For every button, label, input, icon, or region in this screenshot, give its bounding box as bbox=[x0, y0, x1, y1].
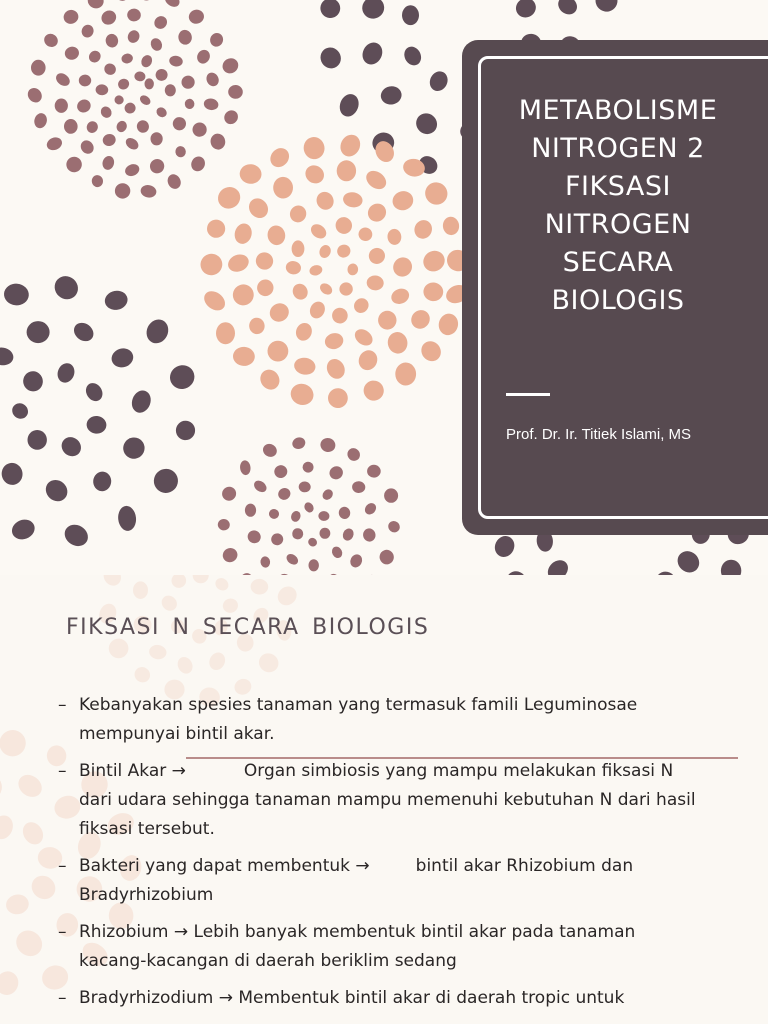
decorative-dot bbox=[359, 39, 386, 68]
decorative-dot bbox=[220, 546, 240, 565]
decorative-dot bbox=[302, 135, 327, 161]
decorative-dot bbox=[143, 316, 173, 347]
bullet-text: Lebih banyak membentuk bintil akar pada tanaman kacang-kacangan di daerah beriklim sedang bbox=[79, 922, 636, 971]
bullet-marker: – bbox=[58, 856, 67, 876]
decorative-dot bbox=[313, 189, 336, 213]
decorative-dot bbox=[308, 264, 323, 277]
decorative-dot bbox=[390, 189, 415, 213]
decorative-dot bbox=[63, 154, 84, 175]
decorative-dot bbox=[189, 154, 208, 173]
decorative-dot bbox=[232, 222, 254, 246]
decorative-dot bbox=[245, 528, 263, 546]
decorative-dot bbox=[99, 8, 119, 28]
decorative-dot bbox=[318, 281, 335, 297]
decorative-dot bbox=[412, 218, 435, 242]
decorative-dot bbox=[138, 93, 152, 107]
decorative-dot bbox=[364, 200, 390, 226]
decorative-dot bbox=[168, 55, 183, 68]
decorative-dot bbox=[366, 245, 388, 267]
title-line: BIOLOGIS bbox=[551, 285, 685, 316]
decorative-dot bbox=[239, 460, 251, 476]
decorative-dot bbox=[363, 501, 379, 517]
decorative-dot bbox=[9, 400, 31, 422]
decorative-dot bbox=[101, 155, 116, 171]
decorative-dot bbox=[200, 287, 228, 314]
decorative-dot bbox=[591, 0, 621, 16]
title-divider bbox=[506, 393, 550, 396]
decorative-dot bbox=[0, 461, 24, 487]
decorative-dot bbox=[293, 356, 317, 376]
decorative-dot bbox=[273, 464, 289, 480]
decorative-dot bbox=[45, 135, 64, 152]
title-line: SECARA bbox=[562, 247, 674, 278]
decorative-dot bbox=[112, 180, 134, 202]
decorative-dot bbox=[31, 60, 46, 76]
decorative-dot bbox=[302, 162, 328, 187]
decorative-dot bbox=[148, 644, 168, 661]
decorative-dot bbox=[213, 575, 231, 593]
decorative-dot bbox=[109, 346, 135, 370]
decorative-dot bbox=[352, 326, 376, 349]
content-slide bbox=[0, 575, 768, 1024]
decorative-dot bbox=[245, 195, 272, 222]
bullet-text: Membentuk bintil akar di daerah tropic untuk bbox=[238, 988, 625, 1008]
decorative-dot bbox=[337, 91, 362, 119]
decorative-dot bbox=[379, 84, 403, 106]
decorative-dot bbox=[390, 254, 416, 280]
decorative-dot bbox=[127, 8, 142, 22]
decorative-dot bbox=[250, 578, 269, 595]
decorative-dot bbox=[204, 217, 228, 241]
decorative-dot bbox=[318, 243, 333, 259]
decorative-dot bbox=[80, 23, 96, 39]
decorative-dot bbox=[27, 871, 60, 904]
decorative-dot bbox=[239, 163, 262, 184]
decorative-dot bbox=[352, 481, 366, 494]
decorative-dot bbox=[102, 61, 118, 77]
decorative-dot bbox=[291, 527, 305, 541]
decorative-dot bbox=[126, 28, 142, 45]
slide-heading: FIKSASI N SECARA BIOLOGIS bbox=[66, 615, 430, 640]
decorative-dot bbox=[330, 545, 344, 560]
title-line: NITROGEN bbox=[544, 209, 692, 240]
decorative-dot bbox=[308, 221, 329, 241]
decorative-dot bbox=[324, 356, 349, 382]
decorative-dot bbox=[147, 156, 167, 176]
decorative-dot bbox=[149, 36, 165, 52]
decorative-dot bbox=[70, 319, 97, 345]
decorative-dot bbox=[61, 521, 92, 551]
decorative-dot bbox=[290, 281, 310, 302]
decorative-dot bbox=[334, 215, 354, 236]
bullet-marker: – bbox=[58, 761, 67, 781]
decorative-dot bbox=[195, 48, 212, 66]
decorative-dot bbox=[255, 650, 282, 676]
decorative-dot bbox=[293, 321, 314, 343]
decorative-dot bbox=[116, 77, 131, 92]
decorative-dot bbox=[0, 346, 15, 367]
bullet-text: Bintil Akar bbox=[79, 761, 167, 781]
decorative-dot bbox=[87, 48, 103, 65]
decorative-dot bbox=[266, 224, 287, 247]
decorative-dot bbox=[155, 105, 169, 119]
decorative-dot bbox=[42, 31, 61, 50]
decorative-dot bbox=[64, 119, 78, 134]
decorative-dot bbox=[216, 322, 235, 344]
decorative-dot bbox=[78, 138, 96, 157]
decorative-dot bbox=[232, 346, 255, 366]
decorative-dot bbox=[221, 108, 240, 127]
decorative-dot bbox=[260, 556, 271, 568]
title-line: METABOLISME bbox=[518, 95, 718, 126]
decorative-dot bbox=[4, 893, 30, 917]
decorative-dot bbox=[221, 597, 240, 615]
decorative-dot bbox=[83, 380, 106, 404]
decorative-dot bbox=[327, 464, 345, 482]
decorative-dot bbox=[290, 510, 303, 524]
arrow-icon: → bbox=[218, 988, 233, 1008]
decorative-dot bbox=[309, 559, 319, 571]
decorative-dot bbox=[276, 486, 293, 502]
decorative-dot bbox=[11, 925, 47, 961]
title-line: NITROGEN 2 bbox=[531, 133, 705, 164]
decorative-dot bbox=[268, 508, 281, 521]
decorative-dot bbox=[0, 774, 2, 800]
decorative-dot bbox=[55, 361, 77, 385]
decorative-dot bbox=[256, 279, 274, 297]
decorative-dot bbox=[209, 132, 226, 150]
decorative-dot bbox=[421, 178, 453, 210]
decorative-dot bbox=[204, 70, 221, 88]
decorative-dot bbox=[123, 101, 137, 114]
decorative-dot bbox=[175, 146, 187, 158]
decorative-dot bbox=[0, 725, 31, 762]
author-subtitle: Prof. Dr. Ir. Titiek Islami, MS bbox=[506, 426, 692, 443]
decorative-dot bbox=[101, 132, 117, 147]
list-item bbox=[58, 852, 698, 910]
decorative-dot bbox=[135, 119, 150, 134]
decorative-dot bbox=[159, 593, 180, 614]
decorative-dot bbox=[134, 71, 146, 82]
bullet-list bbox=[58, 691, 698, 1021]
decorative-dot bbox=[0, 968, 22, 998]
decorative-dot bbox=[347, 263, 359, 276]
decorative-dot bbox=[320, 0, 341, 19]
decorative-dot bbox=[220, 55, 241, 76]
decorative-dot bbox=[320, 487, 334, 502]
decorative-dot bbox=[512, 0, 539, 21]
decorative-dot bbox=[225, 251, 251, 274]
decorative-dot bbox=[179, 73, 198, 92]
decorative-dot bbox=[170, 575, 187, 589]
bullet-text: Kebanyakan spesies tanaman yang termasuk famili Leguminosae mempunyai bintil akar. bbox=[79, 695, 638, 744]
decorative-dot bbox=[9, 516, 38, 542]
decorative-dot bbox=[384, 488, 398, 502]
decorative-dot bbox=[401, 44, 424, 69]
bullet-marker: – bbox=[58, 695, 67, 715]
decorative-dot bbox=[190, 120, 210, 140]
list-item bbox=[58, 984, 698, 1013]
decorative-dot bbox=[113, 0, 131, 3]
decorative-dot bbox=[362, 527, 377, 542]
decorative-dot bbox=[174, 419, 196, 441]
decorative-dot bbox=[0, 812, 16, 842]
decorative-dot bbox=[203, 97, 219, 111]
decorative-dot bbox=[291, 435, 308, 451]
list-item bbox=[58, 918, 698, 976]
arrow-icon: → bbox=[173, 922, 189, 942]
decorative-dot bbox=[301, 460, 315, 474]
decorative-dot bbox=[25, 85, 45, 105]
decorative-dot bbox=[131, 664, 153, 685]
decorative-dot bbox=[117, 505, 137, 532]
decorative-dot bbox=[206, 650, 228, 673]
decorative-dot bbox=[41, 476, 71, 506]
decorative-dot bbox=[351, 295, 372, 316]
arrow-icon: → bbox=[171, 761, 186, 781]
decorative-dot bbox=[326, 386, 351, 411]
slide-title bbox=[490, 92, 746, 320]
decorative-dot bbox=[113, 94, 125, 106]
decorative-dot bbox=[123, 162, 141, 178]
decorative-dot bbox=[75, 97, 93, 115]
decorative-dot bbox=[208, 31, 225, 48]
decorative-dot bbox=[86, 415, 107, 434]
decorative-dot bbox=[121, 53, 134, 65]
decorative-dot bbox=[177, 29, 193, 46]
decorative-dot bbox=[257, 366, 284, 393]
bullet-marker: – bbox=[58, 988, 67, 1008]
decorative-dot bbox=[357, 226, 375, 243]
decorative-dot bbox=[165, 172, 183, 191]
decorative-dot bbox=[366, 275, 384, 291]
decorative-dot bbox=[62, 8, 80, 26]
decorative-dot bbox=[105, 33, 120, 49]
decorative-dot bbox=[395, 362, 416, 385]
decorative-dot bbox=[417, 337, 444, 365]
decorative-dot bbox=[306, 536, 318, 548]
decorative-dot bbox=[58, 433, 85, 460]
decorative-dot bbox=[151, 132, 163, 145]
decorative-dot bbox=[165, 84, 176, 96]
decorative-dot bbox=[292, 240, 305, 257]
decorative-dot bbox=[303, 501, 316, 515]
decorative-dot bbox=[355, 347, 380, 373]
decorative-dot bbox=[154, 67, 170, 83]
bullet-text: Organ simbiosis yang mampu melakukan fiksasi N dari udara sehingga tanaman mampu memenuhi kebutuhan N dari hasil fiksasi tersebut. bbox=[79, 761, 696, 839]
decorative-dot bbox=[423, 282, 444, 302]
decorative-dot bbox=[3, 283, 30, 307]
decorative-dot bbox=[63, 45, 80, 61]
bullet-text: Rhizobium bbox=[79, 922, 169, 942]
decorative-dot bbox=[129, 388, 154, 416]
title-line: FIKSASI bbox=[565, 171, 671, 202]
decorative-dot bbox=[33, 112, 49, 130]
decorative-dot bbox=[319, 436, 337, 453]
decorative-dot bbox=[50, 271, 83, 304]
decorative-dot bbox=[320, 528, 331, 539]
decorative-dot bbox=[338, 506, 352, 520]
decorative-dot bbox=[175, 654, 195, 676]
decorative-dot bbox=[339, 282, 352, 295]
decorative-dot bbox=[331, 306, 349, 324]
decorative-dot bbox=[28, 430, 47, 450]
decorative-dot bbox=[139, 53, 154, 69]
bullet-text: Bradyrhizodium bbox=[79, 988, 214, 1008]
decorative-dot bbox=[387, 228, 402, 245]
decorative-dot bbox=[261, 441, 280, 459]
decorative-dot bbox=[219, 484, 239, 504]
decorative-dot bbox=[386, 519, 402, 535]
decorative-dot bbox=[335, 242, 353, 260]
decorative-dot bbox=[285, 260, 302, 276]
decorative-dot bbox=[348, 552, 364, 569]
decorative-dot bbox=[21, 369, 45, 394]
decorative-dot bbox=[341, 527, 356, 543]
decorative-dot bbox=[419, 247, 448, 276]
decorative-dot bbox=[99, 105, 114, 120]
decorative-dot bbox=[214, 183, 244, 213]
decorative-dot bbox=[54, 71, 73, 89]
decorative-dot bbox=[145, 78, 154, 89]
decorative-dot bbox=[55, 99, 68, 113]
decorative-dot bbox=[436, 311, 460, 337]
decorative-dot bbox=[263, 336, 292, 365]
decorative-dot bbox=[100, 575, 124, 589]
decorative-dot bbox=[389, 286, 411, 307]
decorative-dot bbox=[0, 925, 1, 956]
decorative-dot bbox=[91, 175, 103, 188]
decorative-dot bbox=[273, 177, 293, 199]
decorative-dot bbox=[92, 471, 112, 492]
decorative-dot bbox=[298, 481, 311, 493]
decorative-dot bbox=[170, 115, 188, 133]
decorative-dot bbox=[412, 109, 441, 138]
decorative-dot bbox=[721, 560, 741, 575]
decorative-dot bbox=[367, 465, 381, 478]
decorative-dot bbox=[78, 74, 91, 87]
decorative-dot bbox=[124, 136, 141, 152]
arrow-icon: → bbox=[355, 856, 370, 876]
decorative-dot bbox=[245, 504, 256, 517]
list-item bbox=[58, 757, 698, 844]
decorative-dot bbox=[378, 548, 396, 566]
decorative-dot bbox=[248, 317, 265, 335]
decorative-dot bbox=[198, 251, 225, 278]
decorative-dot bbox=[229, 281, 258, 310]
bullet-marker: – bbox=[58, 922, 67, 942]
decorative-dot bbox=[427, 68, 451, 94]
decorative-dot bbox=[14, 770, 46, 801]
decorative-dot bbox=[270, 532, 285, 547]
decorative-dot bbox=[274, 583, 301, 610]
decorative-dot bbox=[85, 120, 99, 135]
decorative-dot bbox=[252, 478, 269, 494]
decorative-dot bbox=[358, 0, 387, 22]
decorative-dot bbox=[360, 377, 388, 405]
decorative-dot bbox=[119, 433, 148, 462]
decorative-dot bbox=[266, 300, 292, 326]
decorative-dot bbox=[193, 575, 209, 583]
decorative-dot bbox=[544, 556, 572, 575]
decorative-dot bbox=[140, 184, 158, 199]
decorative-dot bbox=[402, 5, 419, 25]
decorative-dot bbox=[386, 330, 409, 355]
decorative-dot bbox=[491, 533, 517, 561]
bullet-text: bintil akar Rhizobium dan Bradyrhizobium bbox=[79, 856, 634, 905]
decorative-dot bbox=[95, 84, 108, 96]
list-item bbox=[58, 691, 698, 749]
decorative-dot bbox=[184, 98, 195, 109]
decorative-dot bbox=[345, 446, 363, 464]
decorative-dot bbox=[337, 131, 364, 159]
decorative-dot bbox=[27, 321, 50, 343]
decorative-dot bbox=[103, 289, 129, 312]
decorative-dot bbox=[266, 144, 292, 171]
decorative-dot bbox=[307, 299, 327, 321]
decorative-dot bbox=[162, 0, 182, 10]
decorative-dot bbox=[287, 203, 309, 225]
decorative-dot bbox=[407, 306, 433, 332]
decorative-dot bbox=[555, 0, 581, 18]
decorative-dot bbox=[115, 119, 128, 133]
decorative-dot bbox=[442, 216, 460, 236]
decorative-dot bbox=[152, 14, 170, 32]
decorative-dot bbox=[187, 8, 205, 26]
decorative-dot bbox=[342, 191, 364, 209]
decorative-dot bbox=[19, 818, 47, 848]
decorative-dot bbox=[149, 464, 183, 498]
decorative-dot bbox=[217, 518, 231, 531]
decorative-dot bbox=[139, 0, 153, 1]
bullet-text: Bakteri yang dapat membentuk bbox=[79, 856, 350, 876]
decorative-dot bbox=[317, 44, 345, 73]
decorative-dot bbox=[323, 331, 345, 351]
decorative-dot bbox=[318, 511, 330, 522]
decorative-dot bbox=[673, 547, 703, 575]
decorative-dot bbox=[337, 160, 356, 181]
decorative-dot bbox=[252, 249, 276, 273]
decorative-dot bbox=[378, 311, 396, 330]
decorative-dot bbox=[288, 381, 317, 409]
decorative-dot bbox=[86, 0, 106, 11]
decorative-dot bbox=[133, 581, 148, 599]
decorative-dot bbox=[285, 552, 301, 567]
decorative-dot bbox=[228, 84, 244, 99]
decorative-dot bbox=[363, 167, 390, 193]
decorative-dot bbox=[166, 361, 199, 393]
